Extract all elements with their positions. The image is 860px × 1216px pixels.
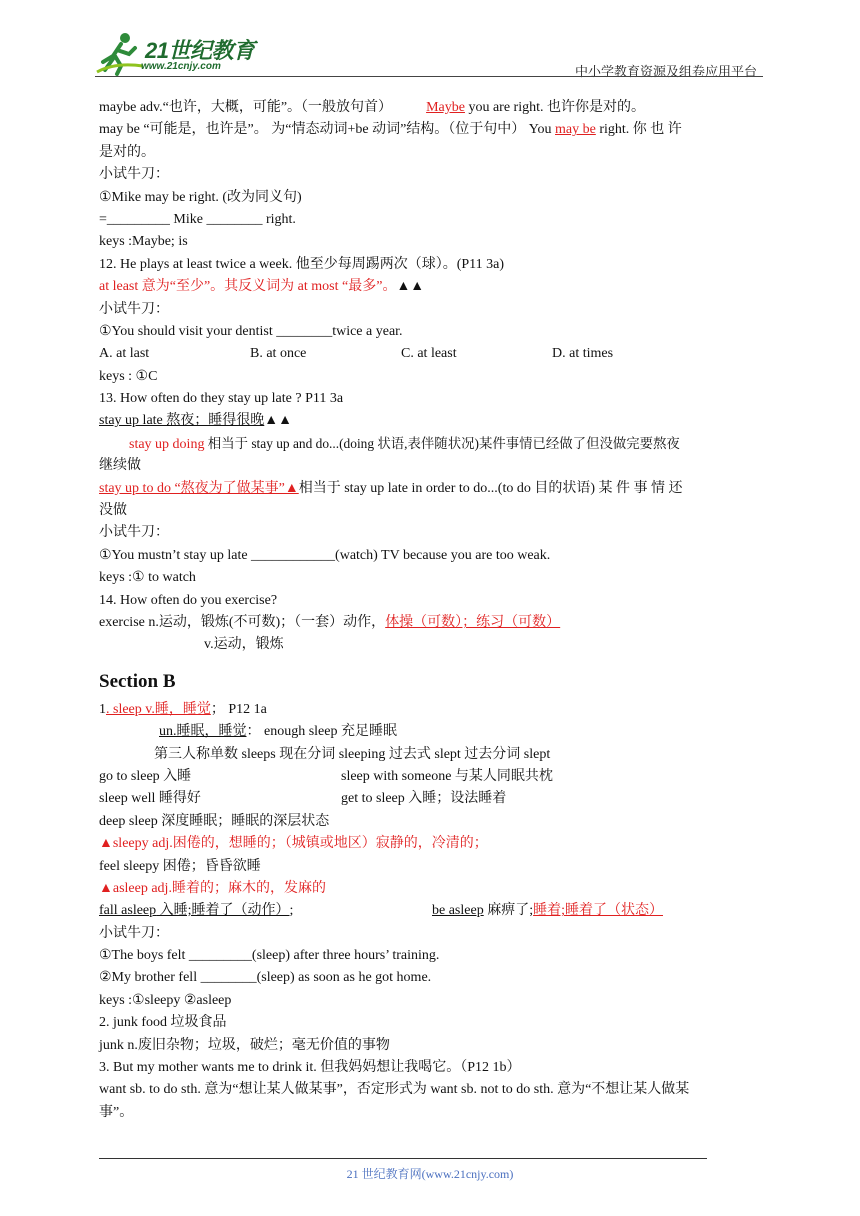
text-line: may be “可能是，也许是”。 为“情态动词+be 动词”结构。（位于句中） You may be right. 你 也 许 xyxy=(99,122,682,138)
exercise-question: ①The boys felt _________(sleep) after three hours’ training. xyxy=(99,948,440,964)
text-line: stay up late 熬夜；睡得很晚▲▲ xyxy=(99,413,292,429)
text-line: exercise n.运动，锻炼(不可数)；（一套）动作，体操（可数）；练习（可数） xyxy=(99,614,561,630)
text-line: ▲sleepy adj.困倦的，想睡的；（城镇或地区）寂静的，冷清的； xyxy=(99,836,488,852)
text-line: ▲asleep adj.睡着的；麻木的，发麻的 xyxy=(99,880,326,896)
answer-key: keys :① to watch xyxy=(99,570,196,586)
site-logo xyxy=(95,30,265,78)
text-line: 事”。 xyxy=(99,1104,134,1120)
exercise-question: ①You mustn’t stay up late ____________(watch) TV because you are too weak. xyxy=(99,547,551,563)
answer-key: keys :①sleepy ②asleep xyxy=(99,992,232,1008)
text-line: 1. sleep v.睡，睡觉； P12 1a xyxy=(99,701,267,717)
text-line: deep sleep 深度睡眠；睡眠的深层状态 xyxy=(99,813,330,829)
item-heading: 3. But my mother wants me to drink it. 但我妈妈想让我喝它。（P12 1b） xyxy=(99,1060,521,1076)
practice-label: 小试牛刀： xyxy=(99,167,169,183)
text-line: 第三人称单数 sleeps 现在分词 sleeping 过去式 slept 过去分词 slept xyxy=(154,746,551,762)
footer-divider xyxy=(99,1158,707,1159)
text-line: stay up doing 相当于 stay up and do...(doing 状语,表伴随状况)某件事情已经做了但没做完要熬夜 xyxy=(129,435,680,452)
text-line: un.睡眠，睡觉： enough sleep 充足睡眠 xyxy=(159,724,397,740)
option-b: B. at once xyxy=(250,346,307,362)
page-header xyxy=(95,30,763,78)
exercise-question: ①Mike may be right. (改为同义句) xyxy=(99,189,302,205)
text-line: maybe adv.“也许，大概，可能”。（一般放句首） Maybe you are right. 也许你是对的。 xyxy=(99,100,645,115)
item-heading: 2. junk food 垃圾食品 xyxy=(99,1015,227,1031)
practice-label: 小试牛刀： xyxy=(99,925,169,941)
text-line: at least 意为“至少”。其反义词为 at most “最多”。▲▲ xyxy=(99,279,425,295)
text-line: 是对的。 xyxy=(99,144,155,160)
text-line: fall asleep 入睡;睡着了（动作）; be asleep 麻痹了;睡着;睡着了（状态） xyxy=(99,903,663,919)
text-line: junk n.废旧杂物；垃圾，破烂；毫无价值的事物 xyxy=(99,1037,390,1053)
practice-label: 小试牛刀： xyxy=(99,301,169,317)
logo-text: 21世纪教育 xyxy=(145,38,255,63)
answer-key: keys : ①C xyxy=(99,368,158,384)
document-body xyxy=(99,97,763,1124)
text-line: sleep well 睡得好 get to sleep 入睡；设法睡着 xyxy=(99,791,507,807)
answer-key: keys :Maybe; is xyxy=(99,234,188,250)
item-heading: 12. He plays at least twice a week. 他至少每周踢两次（球）。(P11 3a) xyxy=(99,256,505,272)
exercise-question: ②My brother fell ________(sleep) as soon as he got home. xyxy=(99,970,432,986)
exercise-options xyxy=(99,343,763,365)
option-a: A. at last xyxy=(99,346,150,362)
runner-icon xyxy=(95,32,147,76)
text-line: v.运动，锻炼 xyxy=(204,637,284,653)
option-c: C. at least xyxy=(401,346,457,362)
option-d: D. at times xyxy=(552,346,614,362)
header-divider xyxy=(95,76,763,77)
exercise-question: ①You should visit your dentist ________twice a year. xyxy=(99,323,403,339)
logo-url: www.21cnjy.com xyxy=(141,61,221,72)
text-line: stay up to do “熬夜为了做某事”▲相当于 stay up late in order to do...(to do 目的状语) 某 件 事 情 还 xyxy=(99,480,683,496)
section-title: Section B xyxy=(99,670,176,692)
exercise-question: =_________ Mike ________ right. xyxy=(99,211,296,227)
text-line: 继续做 xyxy=(99,458,141,474)
platform-title: 中小学教育资源及组卷应用平台 xyxy=(574,64,757,79)
page-footer: 21 世纪教育网(www.21cnjy.com) xyxy=(346,1167,514,1181)
text-line: go to sleep 入睡 sleep with someone 与某人同眠共枕 xyxy=(99,768,553,784)
practice-label: 小试牛刀： xyxy=(99,525,169,541)
item-heading: 13. How often do they stay up late ? P11 3a xyxy=(99,391,344,407)
text-line: 没做 xyxy=(99,503,127,519)
item-heading: 14. How often do you exercise? xyxy=(99,592,278,608)
text-line: feel sleepy 困倦；昏昏欲睡 xyxy=(99,858,261,874)
text-line: want sb. to do sth. 意为“想让某人做某事”，否定形式为 want sb. not to do sth. 意为“不想让某人做某 xyxy=(99,1082,690,1098)
